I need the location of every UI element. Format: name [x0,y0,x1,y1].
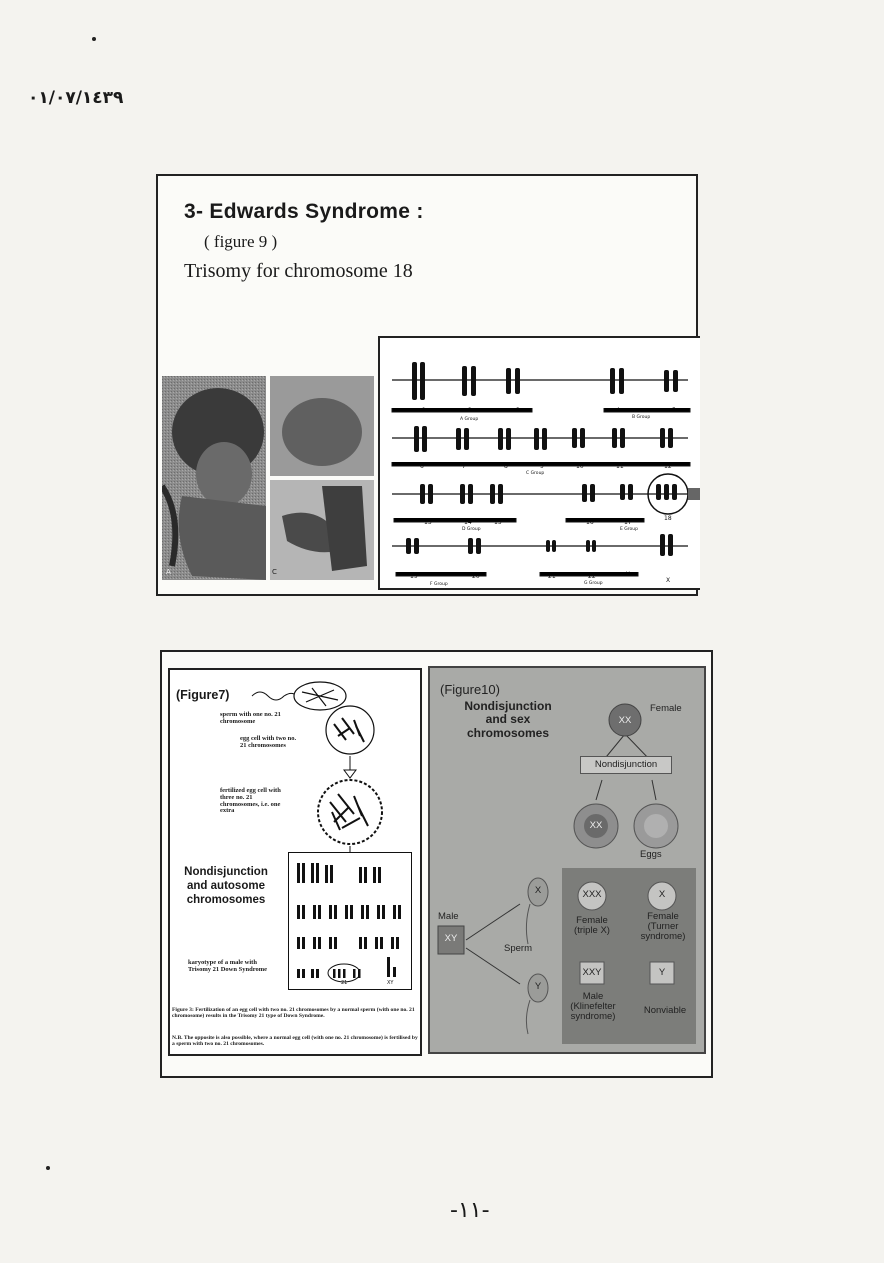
sperm-label: Sperm [504,943,532,954]
figure10-panel [428,666,706,1054]
result-y-code: Y [658,967,666,978]
result-x-label: Female (Turner syndrome) [640,911,686,942]
figure7-panel [168,668,422,1056]
photo-label-a: A [166,568,171,576]
group-label-c: C Group [526,471,545,476]
patient-photos [162,376,374,580]
nondisjunction-box: Nondisjunction [580,756,672,774]
page-date: ٠١/٠٧/١٤٣٩ [28,88,124,108]
chrom-label-18: 18 [664,515,672,522]
figure7-heading: Nondisjunction and autosome chromosomes [184,866,268,906]
down-karyotype-drawing [289,853,411,989]
sperm-y-label: Y [534,981,542,992]
xy-label: XY [387,980,394,986]
sperm-label: sperm with one no. 21 chromosome [220,711,281,725]
page-number: -١١- [450,1198,490,1223]
egg-label: egg cell with two no. 21 chromosomes [240,735,297,749]
edwards-karyotype [378,336,700,590]
male-cell-label: XY [444,933,458,944]
photo-label-c: C [272,568,277,576]
group-label-f: F Group [430,582,448,587]
result-xxx-code: XXX [582,889,602,900]
eggs-label: Eggs [640,849,662,860]
group-label-e: E Group [620,527,638,532]
figure7-title: (Figure7) [176,688,230,702]
group-label-g: G Group [584,581,603,586]
chrom-label-x: X [666,577,671,584]
result-x-code: X [658,889,666,900]
group-label-a: A Group [460,417,479,422]
bullet-mark [46,1166,50,1170]
male-label: Male [438,911,459,922]
figure-reference: ( figure 9 ) [204,232,278,251]
fertilization-diagram [250,674,420,874]
female-label: Female [650,703,682,714]
result-xxy-label: Male (Klinefelter syndrome) [570,991,616,1022]
down-karyotype [288,852,412,990]
figure7-note: N.B. The opposite is also possible, where a normal egg cell (with one no. 21 chromosome) is fertilised by a sperm with two no. 21 chromosomes. [172,1035,418,1047]
fertilized-egg-label: fertilized egg cell with three no. 21 chromosomes, i.e. one extra [220,787,281,815]
karyotype-label: karyotype of a male with Trisomy 21 Down Syndrome [188,959,268,973]
egg-cell-label: XX [589,820,603,831]
female-cell-label: XX [618,715,632,726]
patient-photo-collage [162,376,374,580]
sperm-x-label: X [534,885,542,896]
result-y-label: Nonviable [643,1005,687,1016]
figure7-caption: Figure 3: Fertilization of an egg cell with two no. 21 chromosomes by a normal sperm (with one no. 21 chromosome) results in the Trisomy 21 type of Down Syndrome. [172,1007,415,1019]
slide-description: Trisomy for chromosome 18 [184,260,413,282]
result-xxx-label: Female (triple X) [574,915,610,936]
group-label-b: B Group [632,415,651,420]
speck [92,37,96,41]
trisomy-21-label: 21 [341,980,348,986]
slide-edwards-syndrome [156,174,698,596]
slide-nondisjunction [160,650,713,1078]
group-label-d: D Group [462,527,481,532]
slide-heading: 3- Edwards Syndrome : [184,200,424,223]
figure10-heading: Nondisjunction and sex chromosomes [464,699,552,740]
result-xxy-code: XXY [582,967,602,978]
karyotype-diagram [380,338,700,588]
figure10-title: (Figure10) [440,682,500,697]
